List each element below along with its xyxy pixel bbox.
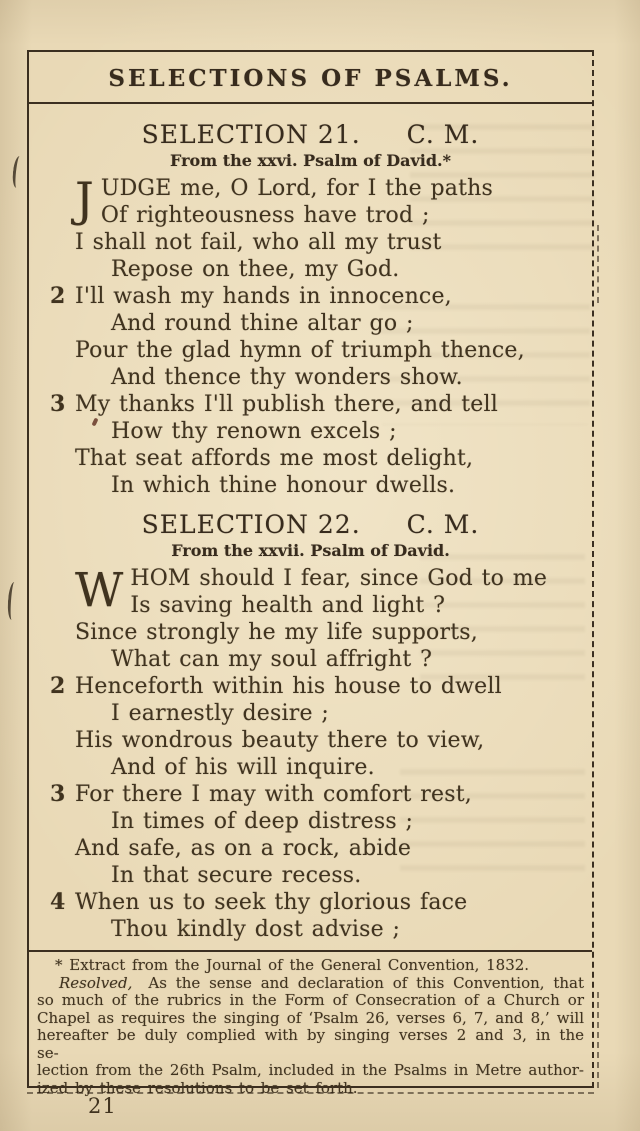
selection-title [29,121,592,149]
stanza [75,565,580,673]
footnote-line: hereafter be duly complied with by singing verses 2 and 3, in the se- [37,1026,584,1062]
selection-source: From the xxvii. Psalm of David. [171,541,450,560]
page-border-frame [27,50,594,1097]
scan-artifact-dash [597,992,599,1088]
stanza [50,673,580,781]
verse-line: Thou kindly dost advise ; [111,917,401,942]
verse-line: And round thine altar go ; [111,311,414,336]
running-head: SELECTIONS OF PSALMS. [29,52,592,104]
selection-meter: C. M. [406,120,480,149]
stanza [50,391,580,499]
verse-line: That seat affords me most delight, [75,446,474,471]
verse-line: His wondrous beauty there to view, [75,728,485,753]
verse-line: For there I may with comfort rest, [75,782,472,807]
verse-line: And thence thy wonders show. [111,365,463,390]
selection-title [29,511,592,539]
selection-source: From the xxvi. Psalm of David.* [170,151,451,170]
verse-line: How thy renown excels ; [111,419,397,444]
selection-number: SELECTION 22. [141,510,361,539]
stanza [50,283,580,391]
footnote-line: so much of the rubrics in the Form of Consecration of a Church or [37,991,584,1009]
verses [29,175,592,499]
selection-21 [29,121,592,499]
verse-line: Repose on thee, my God. [111,257,400,282]
selection-22 [29,511,592,943]
drop-cap: J [75,173,94,228]
scan-artifact-mark [11,156,24,189]
verse-line: Since strongly he my life supports, [75,620,478,645]
verse-line: Pour the glad hymn of triumph thence, [75,338,525,363]
footnote [37,957,584,1097]
verse-line: In that secure recess. [111,863,362,888]
stanza-number: 4 [50,889,66,915]
verse-line: What can my soul affright ? [111,647,433,672]
verse-line: HOM should I fear, since God to me [130,566,548,591]
verse-line: In which thine honour dwells. [111,473,456,498]
footnote-line: ized by these resolutions to be set forth. [37,1078,358,1097]
footnote-line: lection from the 26th Psalm, included in the Psalms in Metre author- [37,1061,584,1079]
stanza-number: 3 [50,781,66,807]
verse-line: I'll wash my hands in innocence, [75,284,452,309]
verse-line: UDGE me, O Lord, for I the paths [100,176,493,201]
verses [29,565,592,943]
verse-line: Henceforth within his house to dwell [75,674,502,699]
verse-line: And of his will inquire. [111,755,375,780]
verse-line: My thanks I'll publish there, and tell [75,392,498,417]
verse-line: When us to seek thy glorious face [75,890,468,915]
verse-line: And safe, as on a rock, abide [75,836,412,861]
stanza [75,175,580,283]
verse-line: In times of deep distress ; [111,809,414,834]
stanza-number: 2 [50,673,66,699]
selection-number: SELECTION 21. [141,120,361,149]
footnote-resolved-label: Resolved, [59,973,133,992]
stanza [50,889,580,943]
verse-line: I earnestly desire ; [111,701,329,726]
verse-line: Is saving health and light ? [130,593,446,618]
stanza [50,781,580,889]
footnote-line: Chapel as requires the singing of ‘Psalm 26, verses 6, 7, and 8,’ will [37,1008,584,1027]
footnote-rule [29,950,592,952]
drop-cap: W [75,563,124,618]
stanza-number: 2 [50,283,66,309]
verse-line: I shall not fail, who all my trust [75,230,442,255]
footnote-line [37,975,584,993]
verse-line: Of righteousness have trod ; [100,203,430,228]
selection-meter: C. M. [406,510,480,539]
stanza-number: 3 [50,391,66,417]
scan-artifact-dash [597,225,599,303]
footnote-extract-line: * Extract from the Journal of the General Convention, 1832. [55,956,530,974]
scan-artifact-mark [7,582,20,621]
page-number: 21 [88,1094,117,1118]
footnote-text: As the sense and declaration of this Convention, that [148,973,584,992]
